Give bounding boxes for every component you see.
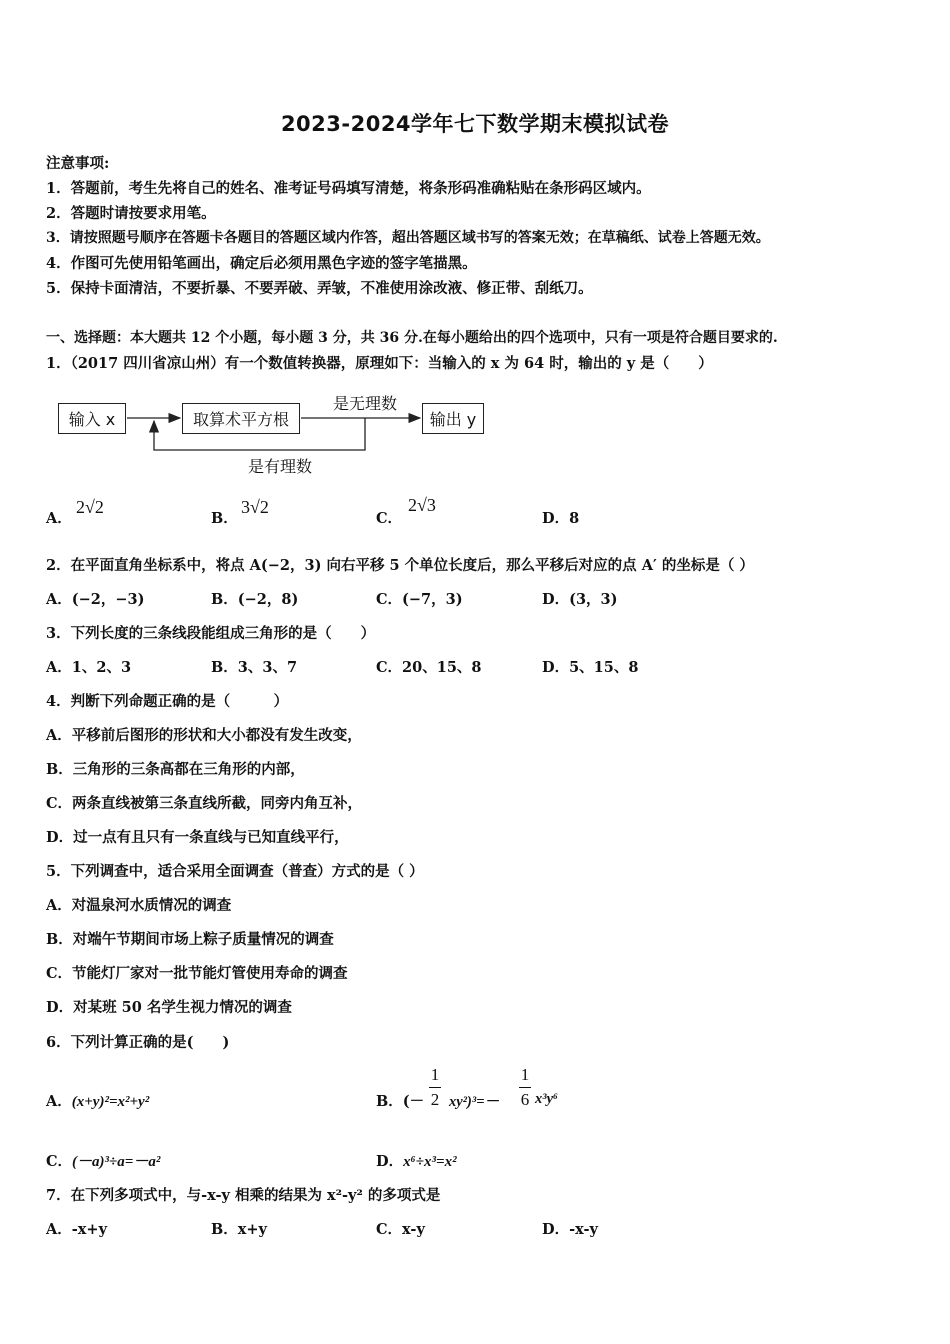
q3-option-c[interactable]: C．20、15、8 <box>376 659 482 676</box>
q7-option-d[interactable]: D．-x-y <box>542 1221 598 1238</box>
q1-option-c-value: 2√3 <box>408 495 436 515</box>
q5-option-c[interactable]: C．节能灯厂家对一批节能灯管使用寿命的调查 <box>46 965 348 982</box>
question-5-stem: 5．下列调查中，适合采用全面调查（普查）方式的是（ ） <box>46 863 424 880</box>
question-6-stem: 6．下列计算正确的是( ) <box>46 1034 230 1051</box>
q1-option-b-value: 3√2 <box>241 497 269 517</box>
flow-output-box: 输出 y <box>422 403 484 434</box>
q6-b-fraction-2: 1 6 <box>520 1065 530 1109</box>
q4-option-c[interactable]: C．两条直线被第三条直线所截，同旁内角互补， <box>46 795 363 812</box>
q2-option-b[interactable]: B．(−2，8) <box>211 591 299 608</box>
page-title: 2023-2024学年七下数学期末模拟试卷 <box>280 112 670 136</box>
question-2-stem: 2．在平面直角坐标系中，将点 A(−2，3) 向右平移 5 个单位长度后，那么平移后对应的点 A′ 的坐标是（ ） <box>46 557 754 574</box>
question-4-stem: 4．判断下列命题正确的是（ ） <box>46 693 289 710</box>
q6-option-b-mid: xy²)³=－ <box>449 1094 499 1110</box>
question-3-stem: 3．下列长度的三条线段能组成三角形的是（ ） <box>46 625 376 642</box>
q3-option-d[interactable]: D．5、15、8 <box>542 659 639 676</box>
flow-irrational-label: 是无理数 <box>333 394 398 413</box>
q1-option-a-value: 2√2 <box>76 497 104 517</box>
q6-option-b[interactable]: B．(－ <box>376 1093 425 1110</box>
q1-option-c[interactable]: C． <box>376 510 403 527</box>
notice-item: 1．答题前，考生先将自己的姓名、准考证号码填写清楚，将条形码准确粘贴在条形码区域内。 <box>46 180 651 197</box>
question-7-stem: 7．在下列多项式中，与-x-y 相乘的结果为 x²-y² 的多项式是 <box>46 1187 441 1204</box>
section-heading: 一、选择题：本大题共 12 个小题，每小题 3 分，共 36 分.在每小题给出的四个选项中，只有一项是符合题目要求的. <box>46 330 778 346</box>
notice-item: 5．保持卡面清洁，不要折暴、不要弄破、弄皱，不准使用涂改液、修正带、刮纸刀。 <box>46 280 593 297</box>
flow-rational-label: 是有理数 <box>248 457 313 476</box>
q7-option-b[interactable]: B．x+y <box>211 1221 267 1238</box>
q2-option-a[interactable]: A．(−2，−3) <box>46 591 145 608</box>
notice-item: 4．作图可先使用铅笔画出，确定后必须用黑色字迹的签字笔描黑。 <box>46 255 477 272</box>
notice-item: 3．请按照题号顺序在答题卡各题目的答题区域内作答，超出答题区域书写的答案无效；在草稿纸、试卷上答题无效。 <box>46 230 770 246</box>
flow-arrows <box>0 0 950 480</box>
q1-option-d[interactable]: D．8 <box>542 510 580 527</box>
notice-item: 2．答题时请按要求用笔。 <box>46 205 216 222</box>
q3-option-b[interactable]: B．3、3、7 <box>211 659 298 676</box>
notice-heading: 注意事项: <box>46 155 110 172</box>
q2-option-c[interactable]: C．(−7，3) <box>376 591 463 608</box>
q3-option-a[interactable]: A．1、2、3 <box>46 659 132 676</box>
q7-option-c[interactable]: C．x-y <box>376 1221 425 1238</box>
q1-option-a[interactable]: A． <box>46 510 72 527</box>
q6-b-fraction-1: 1 2 <box>430 1065 440 1109</box>
q1-option-b[interactable]: B． <box>211 510 238 527</box>
flow-process-box: 取算术平方根 <box>182 403 300 434</box>
q4-option-d[interactable]: D．过一点有且只有一条直线与已知直线平行， <box>46 829 349 846</box>
q6-option-a[interactable]: A．(x+y)²=x²+y² <box>46 1093 150 1110</box>
q6-option-b-post: x³y⁶ <box>535 1091 559 1107</box>
q4-option-b[interactable]: B．三角形的三条高都在三角形的内部， <box>46 761 305 778</box>
q2-option-d[interactable]: D．(3，3) <box>542 591 618 608</box>
q4-option-a[interactable]: A．平移前后图形的形状和大小都没有发生改变， <box>46 727 362 744</box>
q6-option-d[interactable]: D．x⁶÷x³=x² <box>376 1153 457 1170</box>
flow-input-box: 输入 x <box>58 403 126 434</box>
q6-option-c[interactable]: C．(－a)³÷a=－a² <box>46 1153 161 1170</box>
q5-option-d[interactable]: D．对某班 50 名学生视力情况的调查 <box>46 999 292 1016</box>
q5-option-a[interactable]: A．对温泉河水质情况的调查 <box>46 897 232 914</box>
q5-option-b[interactable]: B．对端午节期间市场上粽子质量情况的调查 <box>46 931 334 948</box>
question-1-stem: 1．（2017 四川省凉山州）有一个数值转换器，原理如下：当输入的 x 为 64 时，输出的 y 是（ ） <box>46 355 713 372</box>
q7-option-a[interactable]: A．-x+y <box>46 1221 108 1238</box>
